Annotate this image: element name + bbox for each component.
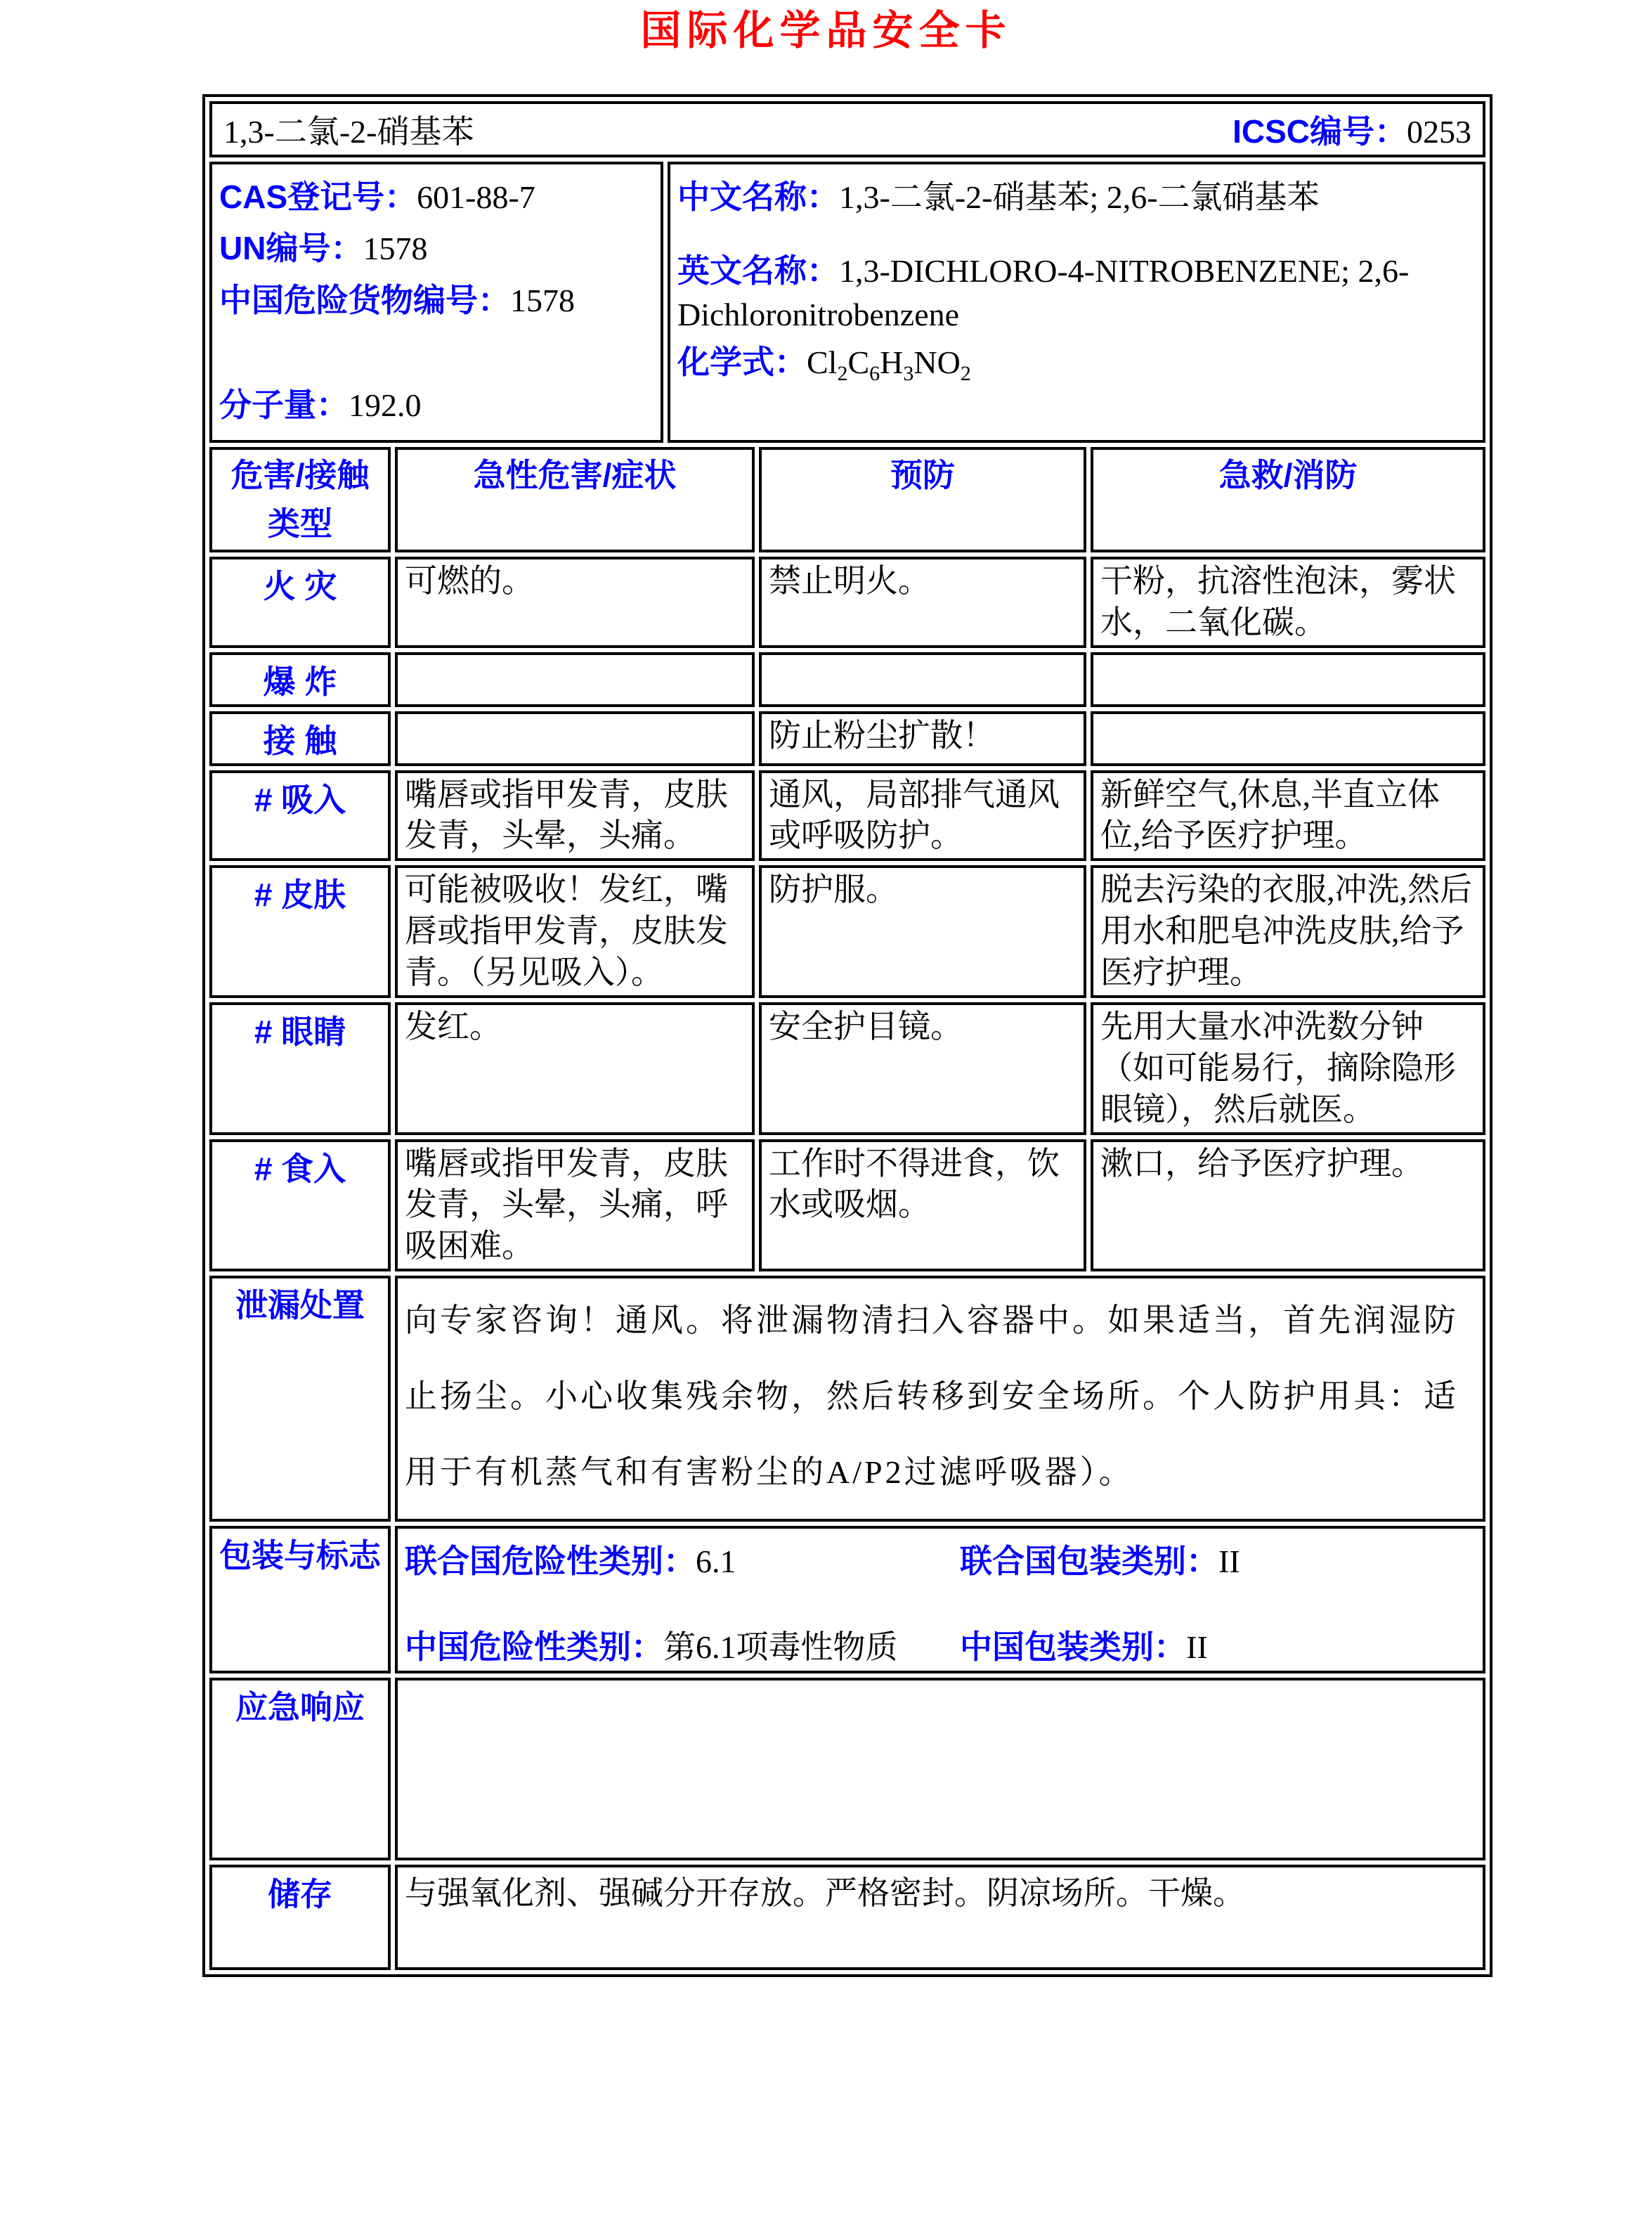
ingestion-prevention: 工作时不得进食，饮水或吸烟。 [759,1139,1086,1272]
hazard-row-fire [209,557,1485,648]
inhalation-symptom: 嘴唇或指甲发青，皮肤发青，头晕，头痛。 [395,770,755,862]
page-title: 国际化学品安全卡 [640,8,1012,53]
cn-pack-label: 中国包装类别： [960,1628,1186,1666]
icsc-number [1233,106,1471,153]
cn-class-value: 第6.1项毒性物质 [663,1629,898,1666]
cn-class-line [405,1621,960,1668]
formula-label: 化学式： [677,343,807,380]
zh-name-value: 1,3-二氯-2-硝基苯; 2,6-二氯硝基苯 [839,179,1320,215]
row-type-inhalation: # 吸入 [209,770,391,862]
skin-symptom: 可能被吸收！发红，嘴唇或指甲发青，皮肤发青。（另见吸入）。 [395,865,755,998]
explosion-symptom [395,652,755,707]
un-value: 1578 [363,231,428,267]
un-pack-line [960,1536,1476,1582]
row-type-skin: # 皮肤 [209,865,391,998]
row-type-fire: 火 灾 [209,557,391,648]
name-row [209,101,1485,157]
name-cell [209,101,1485,157]
header-prevention: 预防 [759,447,1086,552]
names-cell [668,162,1485,443]
hazard-row-explosion [209,652,1485,707]
mw-label: 分子量： [219,386,349,423]
inhalation-response: 新鲜空气,休息,半直立体位,给予医疗护理。 [1091,770,1485,862]
cas-line [219,171,653,224]
contact-symptom [395,711,755,766]
cas-value: 601-88-7 [417,179,535,215]
packaging-row [209,1526,1485,1673]
formula-line [677,337,1476,386]
skin-prevention: 防护服。 [759,865,1086,998]
ingestion-response: 漱口，给予医疗护理。 [1091,1139,1485,1272]
safety-card-table [202,94,1492,1977]
un-pack-value: II [1218,1543,1240,1580]
un-class-label: 联合国危险性类别： [405,1543,696,1580]
hazard-header-row [209,447,1485,552]
header-response: 急救/消防 [1091,447,1485,552]
inhalation-prevention: 通风，局部排气通风或呼吸防护。 [759,770,1086,862]
cn-pack-line [960,1621,1476,1668]
zh-name-line [677,171,1476,218]
fire-response: 干粉，抗溶性泡沫，雾状水，二氧化碳。 [1091,557,1485,648]
emergency-cell [395,1678,1485,1860]
hazard-row-contact [209,711,1485,766]
cas-label: CAS登记号： [219,178,417,215]
emergency-row [209,1678,1485,1860]
hazard-row-eyes [209,1002,1485,1135]
mw-value: 192.0 [349,387,422,423]
hazard-row-ingestion [209,1139,1485,1272]
eyes-symptom: 发红。 [395,1002,755,1135]
skin-response: 脱去污染的衣服,冲洗,然后用水和肥皂冲洗皮肤,给予医疗护理。 [1091,865,1485,998]
hazard-row-inhalation [209,770,1485,862]
explosion-prevention [759,652,1086,707]
storage-cell: 与强氧化剂、强碱分开存放。严格密封。阴凉场所。干燥。 [395,1865,1485,1970]
cn-dg-label: 中国危险货物编号： [219,282,510,319]
un-label: UN编号： [219,230,363,267]
identifiers-cell [209,162,663,443]
cn-dg-line [219,275,653,327]
row-type-eyes: # 眼睛 [209,1002,391,1135]
cn-class-label: 中国危险性类别： [405,1628,663,1666]
hazard-row-skin [209,865,1485,998]
header-symptom: 急性危害/症状 [395,447,755,552]
un-line [219,223,653,275]
packaging-cell [395,1526,1485,1673]
cn-pack-value: II [1186,1629,1208,1666]
icsc-label: ICSC编号： [1233,112,1407,150]
fire-symptom: 可燃的。 [395,557,755,648]
storage-row [209,1865,1485,1970]
un-class-value: 6.1 [696,1543,736,1580]
spill-text-cell: 向专家咨询！通风。将泄漏物清扫入容器中。如果适当，首先润湿防止扬尘。小心收集残余物，然后转移到安全场所。个人防护用具：适用于有机蒸气和有害粉尘的A/P2过滤呼吸器）。 [395,1276,1485,1522]
un-pack-label: 联合国包装类别： [960,1543,1218,1580]
row-type-emergency: 应急响应 [209,1678,391,1860]
contact-response [1091,711,1485,766]
spill-row [209,1276,1485,1522]
eyes-response: 先用大量水冲洗数分钟（如可能易行，摘除隐形眼镜），然后就医。 [1091,1002,1485,1135]
fire-prevention: 禁止明火。 [759,557,1086,648]
en-name-label: 英文名称： [677,252,839,289]
icsc-value: 0253 [1407,113,1472,150]
en-name-line [677,249,1476,337]
ingestion-symptom: 嘴唇或指甲发青，皮肤发青，头晕，头痛，呼吸困难。 [395,1139,755,1272]
zh-name-label: 中文名称： [677,178,839,215]
row-type-ingestion: # 食入 [209,1139,391,1272]
row-type-explosion: 爆 炸 [209,652,391,707]
header-type: 危害/接触 类型 [209,447,391,552]
explosion-response [1091,652,1485,707]
identifiers-row [209,162,1485,443]
chemical-formula: $Cl_2C_6H_3NO_2$ [807,344,971,386]
row-type-storage: 储存 [209,1865,391,1970]
un-class-line [405,1536,960,1582]
molecular-weight-line [219,380,653,426]
substance-name: 1,3-二氯-2-硝基苯 [223,113,474,150]
eyes-prevention: 安全护目镜。 [759,1002,1086,1135]
row-type-packaging: 包装与标志 [209,1526,391,1673]
row-type-spill: 泄漏处置 [209,1276,391,1522]
row-type-contact: 接 触 [209,711,391,766]
cn-dg-value: 1578 [510,283,575,319]
en-name-value: 1,3-DICHLORO-4-NITROBENZENE; 2,6-Dichloronitrobenzene [677,252,1410,332]
contact-prevention: 防止粉尘扩散！ [759,711,1086,766]
